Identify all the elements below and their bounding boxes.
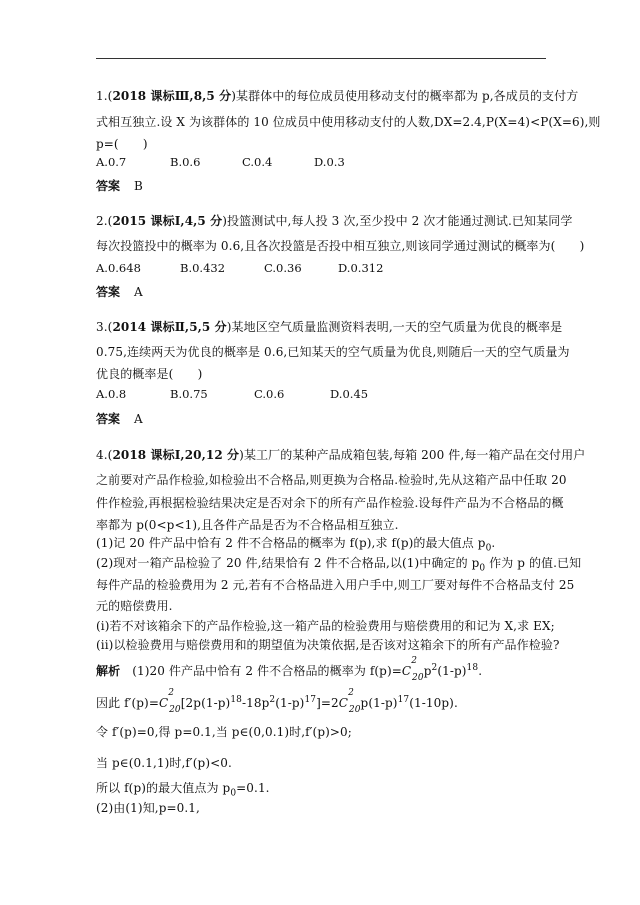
q1-option-a: A.0.7	[96, 155, 127, 169]
q1-text: )某群体中的每位成员使用移动支付的概率都为 p,各成员的支付方	[231, 89, 579, 103]
q4-part2-text-b: 作为 p 的值.已知	[485, 556, 582, 570]
exp-17: 17	[397, 695, 410, 705]
q3-answer	[96, 411, 143, 427]
solution-s1a: (1)20 件产品中恰有 2 件不合格品的概率为 f(p)=	[132, 664, 402, 678]
q4-line2: 之前要对产品作检验,如检验出不合格品,则更换为合格品.检验时,先从这箱产品中任取 20	[96, 473, 567, 487]
q3-text: )某地区空气质量监测资料表明,一天的空气质量为优良的概率是	[226, 320, 563, 334]
q4-part1-text: (1)记 20 件产品中恰有 2 件不合格品的概率为 f(p),求 f(p)的最大值点 p	[96, 536, 486, 550]
comb-c20-2-c	[338, 688, 361, 716]
q4-part1-sub: 0	[485, 543, 492, 554]
q2-line2: 每次投篮投中的概率为 0.6,且各次投篮是否投中相互独立,则该同学通过测试的概率为( )	[96, 239, 585, 253]
solution-line5	[96, 780, 270, 801]
comb-sub: 20	[412, 673, 424, 684]
comb-sup: 2	[168, 688, 175, 698]
q3-option-d: D.0.45	[330, 387, 369, 401]
solution-s5-sub: 0	[230, 788, 237, 799]
comb-base: C	[338, 696, 349, 710]
exp-2: 2	[269, 695, 276, 705]
q2-option-c: C.0.36	[264, 261, 302, 275]
q4-text: )某工厂的某种产品成箱包装,每箱 200 件,每一箱产品在交付用户	[239, 448, 586, 462]
exp-2: 2	[431, 663, 438, 673]
solution-s5b: =0.1.	[236, 781, 270, 795]
solution-line3: 令 f′(p)=0,得 p=0.1,当 p∈(0,0.1)时,f′(p)>0;	[96, 725, 352, 739]
comb-c20-2-b	[158, 688, 181, 716]
q3-number: 3.(	[96, 320, 113, 334]
exp-18: 18	[230, 695, 242, 705]
q1-answer	[96, 178, 143, 194]
q1-option-c: C.0.4	[242, 155, 273, 169]
q4-line6	[96, 555, 581, 576]
solution-s2b: [2p(1-p)	[180, 696, 231, 710]
q2-number: 2.(	[96, 214, 113, 228]
q3-option-a: A.0.8	[96, 387, 127, 401]
solution-s2g: (1-10p).	[409, 696, 458, 710]
q1-source: 2018 课标Ⅲ,8,5 分	[112, 89, 232, 103]
q3-answer-value: A	[134, 412, 143, 426]
q1-options	[96, 154, 345, 170]
q2-option-b: B.0.432	[180, 261, 226, 275]
q2-answer-label: 答案	[96, 285, 121, 299]
solution-s2f: p(1-p)	[360, 696, 398, 710]
q4-line5	[96, 535, 495, 556]
q1-line3: p=( )	[96, 137, 148, 151]
solution-line2	[96, 688, 458, 716]
q1-answer-label: 答案	[96, 179, 121, 193]
q2-source: 2015 课标Ⅰ,4,5 分	[112, 214, 223, 228]
comb-sup: 2	[348, 688, 354, 698]
q1-line2: 式相互独立.设 X 为该群体的 10 位成员中使用移动支付的人数,DX=2.4,P(X=4)<P(X=6),则	[96, 115, 601, 129]
q3-line3: 优良的概率是( )	[96, 367, 203, 381]
solution-line4: 当 p∈(0.1,1)时,f′(p)<0.	[96, 756, 232, 770]
q1-option-d: D.0.3	[314, 155, 345, 169]
q2-options	[96, 260, 383, 276]
exp-17: 17	[304, 695, 317, 705]
q4-part2-sub: 0	[479, 563, 486, 574]
comb-sup: 2	[411, 656, 418, 666]
solution-s2c: -18p	[241, 696, 270, 710]
q2-line1	[96, 213, 572, 229]
solution-s5a: 所以 f(p)的最大值点为 p	[96, 781, 231, 795]
comb-base: C	[158, 696, 169, 710]
q2-answer	[96, 284, 143, 300]
q4-line3: 件作检验,再根据检验结果决定是否对余下的所有产品作检验.设每件产品为不合格品的概	[96, 496, 564, 510]
q4-line4: 率都为 p(0<p<1),且各件产品是否为不合格品相互独立.	[96, 518, 399, 532]
q4-part2-text-a: (2)现对一箱产品检验了 20 件,结果恰有 2 件不合格品,以(1)中确定的 p	[96, 556, 480, 570]
q4-source: 2018 课标Ⅰ,20,12 分	[112, 448, 240, 462]
comb-c20-2	[401, 656, 424, 684]
q3-source: 2014 课标Ⅱ,5,5 分	[112, 320, 227, 334]
q4-line10: (ii)以检验费用与赔偿费用和的期望值为决策依据,是否该对这箱余下的所有产品作检验?	[96, 638, 560, 652]
q3-option-c: C.0.6	[254, 387, 285, 401]
comb-base: C	[401, 664, 412, 678]
q2-option-d: D.0.312	[338, 261, 384, 275]
solution-line6: (2)由(1)知,p=0.1,	[96, 801, 200, 815]
q3-line2: 0.75,连续两天为优良的概率是 0.6,已知某天的空气质量为优良,则随后一天的空气质量为	[96, 345, 570, 359]
q4-line8: 元的赔偿费用.	[96, 599, 173, 613]
solution-s1d: .	[478, 664, 483, 678]
q4-line7: 每件产品的检验费用为 2 元,若有不合格品进入用户手中,则工厂要对每件不合格品支付 25	[96, 578, 575, 592]
q1-line1	[96, 88, 578, 104]
q3-answer-label: 答案	[96, 412, 121, 426]
q1-number: 1.(	[96, 89, 113, 103]
q4-part1-end: .	[491, 536, 496, 550]
q4-number: 4.(	[96, 448, 113, 462]
comb-sub: 20	[348, 705, 361, 716]
exp-18: 18	[466, 663, 479, 673]
q3-option-b: B.0.75	[170, 387, 208, 401]
q2-text: )投篮测试中,每人投 3 次,至少投中 2 次才能通过测试.已知某同学	[222, 214, 573, 228]
q1-option-b: B.0.6	[170, 155, 201, 169]
q3-line1	[96, 319, 562, 335]
q2-option-a: A.0.648	[96, 261, 141, 275]
q4-line9: (i)若不对该箱余下的产品作检验,这一箱产品的检验费用与赔偿费用的和记为 X,求 EX;	[96, 619, 555, 633]
q2-answer-value: A	[134, 285, 143, 299]
solution-s1b: p	[423, 664, 432, 678]
solution-label: 解析	[96, 664, 121, 678]
solution-s1c: (1-p)	[437, 664, 467, 678]
q4-line1	[96, 447, 585, 463]
solution-s2d: (1-p)	[275, 696, 305, 710]
solution-s2e: ]=2	[316, 696, 339, 710]
solution-line1	[96, 656, 483, 684]
solution-s2a: 因此 f′(p)=	[96, 696, 159, 710]
q1-answer-value: B	[134, 179, 143, 193]
comb-sub: 20	[169, 705, 181, 716]
header-rule	[96, 58, 546, 59]
q3-options	[96, 386, 368, 402]
